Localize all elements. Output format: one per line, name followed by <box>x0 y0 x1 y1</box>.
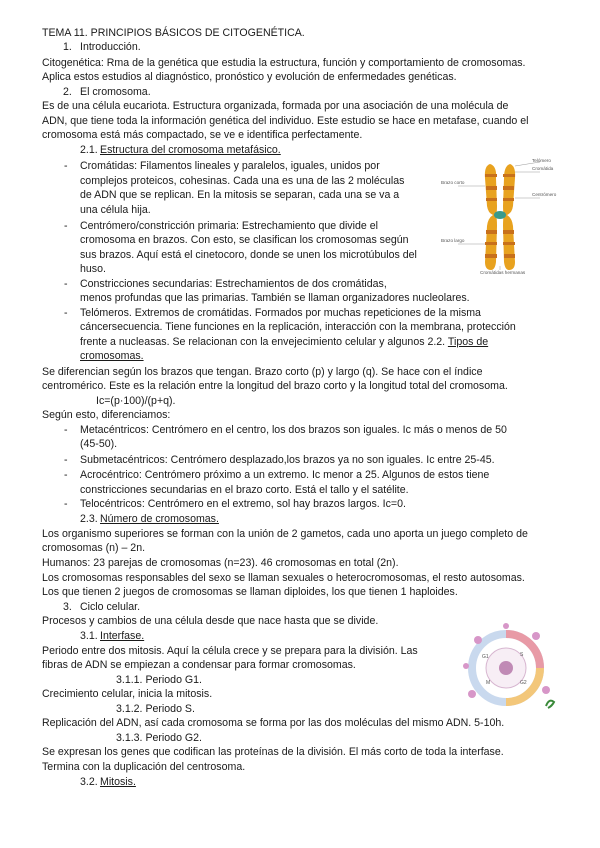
subsection-heading-interphase: Interfase. <box>100 630 145 642</box>
bullet-centromere-line-3: sus brazos. Aquí está el cinetocoro, donde se unen los microtúbulos del <box>80 249 417 261</box>
number-line-4: Los cromosomas responsables del sexo se llaman sexuales o heterocromosomas, el resto autosomas. <box>42 572 525 584</box>
chromosome-line-1: Es de una célula eucariota. Estructura organizada, formada por una asociación de una molécula de <box>42 100 509 112</box>
interphase-line-1: Periodo entre dos mitosis. Aquí la célula crece y se prepara para la división. Las <box>42 645 418 657</box>
subsection-heading-mitosis: Mitosis. <box>100 776 136 788</box>
subsection-number-2-3: 2.3. <box>80 513 98 525</box>
bullet-dash: - <box>64 278 68 290</box>
bullet-dash: - <box>64 498 68 510</box>
section-number-3: 3. <box>63 601 72 613</box>
section-heading-intro: Introducción. <box>80 41 141 53</box>
phase-m: M <box>486 680 491 686</box>
centromeric-index-formula: Ic=(p·100)/(p+q). <box>96 395 176 407</box>
label-telomere: Telómero <box>532 158 551 163</box>
section-heading-cycle: Ciclo celular. <box>80 601 141 613</box>
chromosome-diagram <box>440 158 566 274</box>
subsubsection-g2: 3.1.3. Periodo G2. <box>116 732 202 744</box>
types-intro-line-2: centromérico. Este es la relación entre la longitud del brazo corto y la longitud total del cromosoma. <box>42 380 508 392</box>
types-lead: Según esto, diferenciamos: <box>42 409 171 421</box>
bullet-telocentric: Telocéntricos: Centrómero en el extremo, sol hay brazos largos. Ic=0. <box>80 498 406 510</box>
chromosome-line-3: cromosoma está más compactado, se ve e identifica perfectamente. <box>42 129 363 141</box>
s-text: Replicación del ADN, así cada cromosoma se forma por las dos moléculas del mismo ADN. 5-10h. <box>42 717 505 729</box>
page-title: TEMA 11. PRINCIPIOS BÁSICOS DE CITOGENÉTICA. <box>42 27 305 39</box>
bullet-metacentric-line-2: (45-50). <box>80 438 118 450</box>
bullet-telomeres-line-1: Telómeros. Extremos de cromátidas. Formados por muchas repeticiones de la misma <box>80 307 481 319</box>
section-number-2: 2. <box>63 86 72 98</box>
bullet-submetacentric: Submetacéntricos: Centrómero desplazado,los brazos ya no son iguales. Ic entre 25-45. <box>80 454 495 466</box>
bullet-dash: - <box>64 160 68 172</box>
bullet-dash: - <box>64 307 68 319</box>
bullet-chromatids-line-3: de ADN que se replican. En la mitosis se separan, cada una se va a <box>80 189 400 201</box>
intro-line-1: Citogenética: Rma de la genética que estudia la estructura, función y comportamiento de cromosomas. <box>42 57 526 69</box>
interphase-line-2: fibras de ADN se empiezan a condensar para formar cromosomas. <box>42 659 356 671</box>
label-centromere: Centrómero <box>532 192 557 197</box>
bullet-dash: - <box>64 469 68 481</box>
g2-line-2: Termina con la duplicación del centrosoma. <box>42 761 246 773</box>
bullet-dash: - <box>64 454 68 466</box>
bullet-dash: - <box>64 220 68 232</box>
phase-g2: G2 <box>520 680 527 686</box>
g1-text: Crecimiento celular, inicia la mitosis. <box>42 688 213 700</box>
bullet-metacentric-line-1: Metacéntricos: Centrómero en el centro, los dos brazos son iguales. Ic más o menos de 50 <box>80 424 507 436</box>
cell-cycle-diagram <box>460 620 558 716</box>
bullet-chromatids-line-1: Cromátidas: Filamentos lineales y paralelos, iguales, unidos por <box>80 160 380 172</box>
g2-line-1: Se expresan los genes que codifican las proteínas de la división. El más corto de toda la interfase. <box>42 746 504 758</box>
types-intro-line-1: Se diferencian según los brazos que tengan. Brazo corto (p) y largo (q). Se hace con el índice <box>42 366 483 378</box>
phase-s: S <box>520 652 524 658</box>
intro-line-2: Aplica estos estudios al diagnóstico, pronóstico y evolución de enfermedades genéticas. <box>42 71 457 83</box>
subsubsection-g1: 3.1.1. Periodo G1. <box>116 674 202 686</box>
subsection-heading-types-cont: cromosomas. <box>80 350 144 362</box>
label-long-arm: Brazo largo <box>441 238 465 243</box>
bullet-centromere-line-2: cromosoma en brazos. Con esto, se clasifican los cromosomas según <box>80 234 409 246</box>
number-line-2: cromosomas (n) – 2n. <box>42 542 146 554</box>
bullet-chromatids-line-2: complejos proteicos, cohesinas. Cada una es una de las 2 moléculas <box>80 175 405 187</box>
brand-logo-icon <box>546 701 554 708</box>
bullet-telomeres-line-2: cáncersecuencia. Tiene funciones en la replicación, interacción con la membrana, protección <box>80 321 516 333</box>
subsection-heading-structure: Estructura del cromosoma metafásico. <box>100 144 281 156</box>
number-line-3: Humanos: 23 parejas de cromosomas (n=23). 46 cromosomas en total (2n). <box>42 557 399 569</box>
telomeres-line-3-text: frente a nucleasas. Se relacionan con la envejecimiento celular y algunos 2.2. <box>80 336 446 348</box>
bullet-centromere-line-1: Centrómero/constricción primaria: Estrechamiento que divide el <box>80 220 378 232</box>
bullet-chromatids-line-4: una célula hija. <box>80 204 151 216</box>
subsubsection-s: 3.1.2. Periodo S. <box>116 703 195 715</box>
subsection-number-2-1: 2.1. <box>80 144 98 156</box>
bullet-constrictions-line-2: menos profundas que las primarias. También se llaman organizadores nucleolares. <box>80 292 470 304</box>
label-sister-chromatids: Cromátidas hermanas <box>480 270 526 274</box>
subsection-number-3-2: 3.2. <box>80 776 98 788</box>
label-chromatid: Cromátida <box>532 166 554 171</box>
subsection-heading-types: Tipos de <box>447 336 489 348</box>
section-number-1: 1. <box>63 41 72 53</box>
bullet-acrocentric-line-1: Acrocéntrico: Centrómero próximo a un extremo. Ic menor a 25. Algunos de estos tiene <box>80 469 490 481</box>
label-short-arm: Brazo corto <box>441 180 465 185</box>
cycle-line-1: Procesos y cambios de una célula desde que nace hasta que se divide. <box>42 615 379 627</box>
bullet-dash: - <box>64 424 68 436</box>
bullet-acrocentric-line-2: constricciones secundarias en el brazo corto. Está el tallo y el satélite. <box>80 484 409 496</box>
number-line-1: Los organismo superiores se forman con la unión de 2 gametos, cada uno aporta un juego completo de <box>42 528 528 540</box>
subsection-number-3-1: 3.1. <box>80 630 98 642</box>
section-heading-chromosome: El cromosoma. <box>80 86 151 98</box>
phase-g1: G1 <box>482 654 489 660</box>
bullet-telomeres-line-3 <box>80 336 488 349</box>
subsection-heading-number: Número de cromosomas. <box>100 513 219 525</box>
chromosome-line-2: ADN, que tiene toda la información genética del individuo. Este estudio se hace en metafase, cuando el <box>42 115 529 127</box>
bullet-constrictions-line-1: Constricciones secundarias: Estrechamientos de dos cromátidas, <box>80 278 387 290</box>
bullet-centromere-line-4: huso. <box>80 263 106 275</box>
number-line-5: Los que tienen 2 juegos de cromosomas se llaman diploides, los que tienen 1 haploides. <box>42 586 458 598</box>
